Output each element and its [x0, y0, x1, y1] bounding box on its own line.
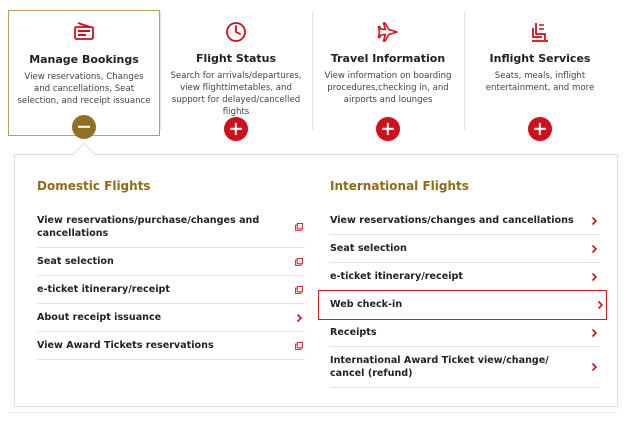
list-item[interactable]	[37, 207, 305, 248]
list-item[interactable]	[37, 304, 305, 332]
link-label: Seat selection	[330, 243, 407, 254]
domestic-flights-column	[37, 179, 305, 360]
list-item[interactable]	[37, 248, 305, 276]
link-label: View reservations/changes and cancellations	[330, 215, 574, 226]
list-item[interactable]	[37, 276, 305, 304]
tab-flight-status[interactable]	[160, 10, 312, 136]
link-label: Receipts	[330, 327, 377, 338]
tab-manage-bookings[interactable]	[8, 10, 160, 136]
domestic-flights-list	[37, 207, 305, 360]
divider	[8, 412, 617, 413]
manage-bookings-panel	[14, 154, 618, 407]
chevron-right-icon	[296, 313, 303, 322]
list-item[interactable]	[330, 207, 600, 235]
expand-icon[interactable]	[224, 117, 248, 141]
seat-icon	[528, 20, 552, 44]
tab-inflight-services[interactable]	[464, 10, 616, 136]
collapse-icon[interactable]	[72, 115, 96, 139]
list-item[interactable]	[330, 263, 600, 291]
list-item[interactable]	[330, 319, 600, 347]
link-label: e-ticket itinerary/receipt	[37, 284, 170, 295]
chevron-right-icon	[591, 244, 598, 253]
external-link-icon	[295, 286, 303, 294]
chevron-right-icon	[597, 300, 604, 309]
tab-title: Travel Information	[330, 52, 446, 65]
link-label: Seat selection	[37, 256, 114, 267]
chevron-right-icon	[591, 216, 598, 225]
tab-description: Seats, meals, inflight entertainment, and more	[485, 71, 595, 93]
expand-icon[interactable]	[528, 117, 552, 141]
list-item[interactable]	[330, 347, 600, 388]
domestic-flights-heading: Domestic Flights	[37, 179, 151, 193]
tab-description: View reservations, Changes and cancellations, Seat selection, and receipt issuance	[17, 72, 151, 106]
tab-title: Inflight Services	[489, 52, 591, 65]
list-item[interactable]	[37, 332, 305, 360]
link-label: View Award Tickets reservations	[37, 340, 214, 351]
link-label: About receipt issuance	[37, 312, 162, 323]
external-link-icon	[295, 223, 303, 231]
tab-description: View information on boarding procedures,checking in, and airports and lounges	[324, 71, 452, 105]
tab-title: Flight Status	[195, 52, 277, 65]
list-item[interactable]	[330, 235, 600, 263]
link-label: View reservations/purchase/changes and cancellations	[37, 215, 260, 239]
international-flights-column	[330, 179, 600, 388]
chevron-right-icon	[591, 272, 598, 281]
clock-icon	[224, 20, 248, 44]
link-label: Web check-in	[330, 299, 403, 310]
tab-travel-information[interactable]	[312, 10, 464, 136]
external-link-icon	[295, 342, 303, 350]
link-label: e-ticket itinerary/receipt	[330, 271, 463, 282]
chevron-right-icon	[591, 328, 598, 337]
ticket-icon	[72, 21, 96, 45]
airplane-icon	[376, 20, 400, 44]
link-label: International Award Ticket view/change/ cancel (refund)	[330, 355, 549, 379]
international-flights-heading: International Flights	[330, 179, 469, 193]
international-flights-list	[330, 207, 600, 388]
tab-description: Search for arrivals/departures, view flighttimetables, and support for delayed/cancelled flights	[170, 71, 302, 117]
external-link-icon	[295, 258, 303, 266]
expand-icon[interactable]	[376, 117, 400, 141]
category-tabs	[8, 10, 616, 136]
tab-title: Manage Bookings	[29, 53, 139, 66]
web-check-in-link[interactable]	[319, 291, 606, 319]
chevron-right-icon	[591, 363, 598, 372]
